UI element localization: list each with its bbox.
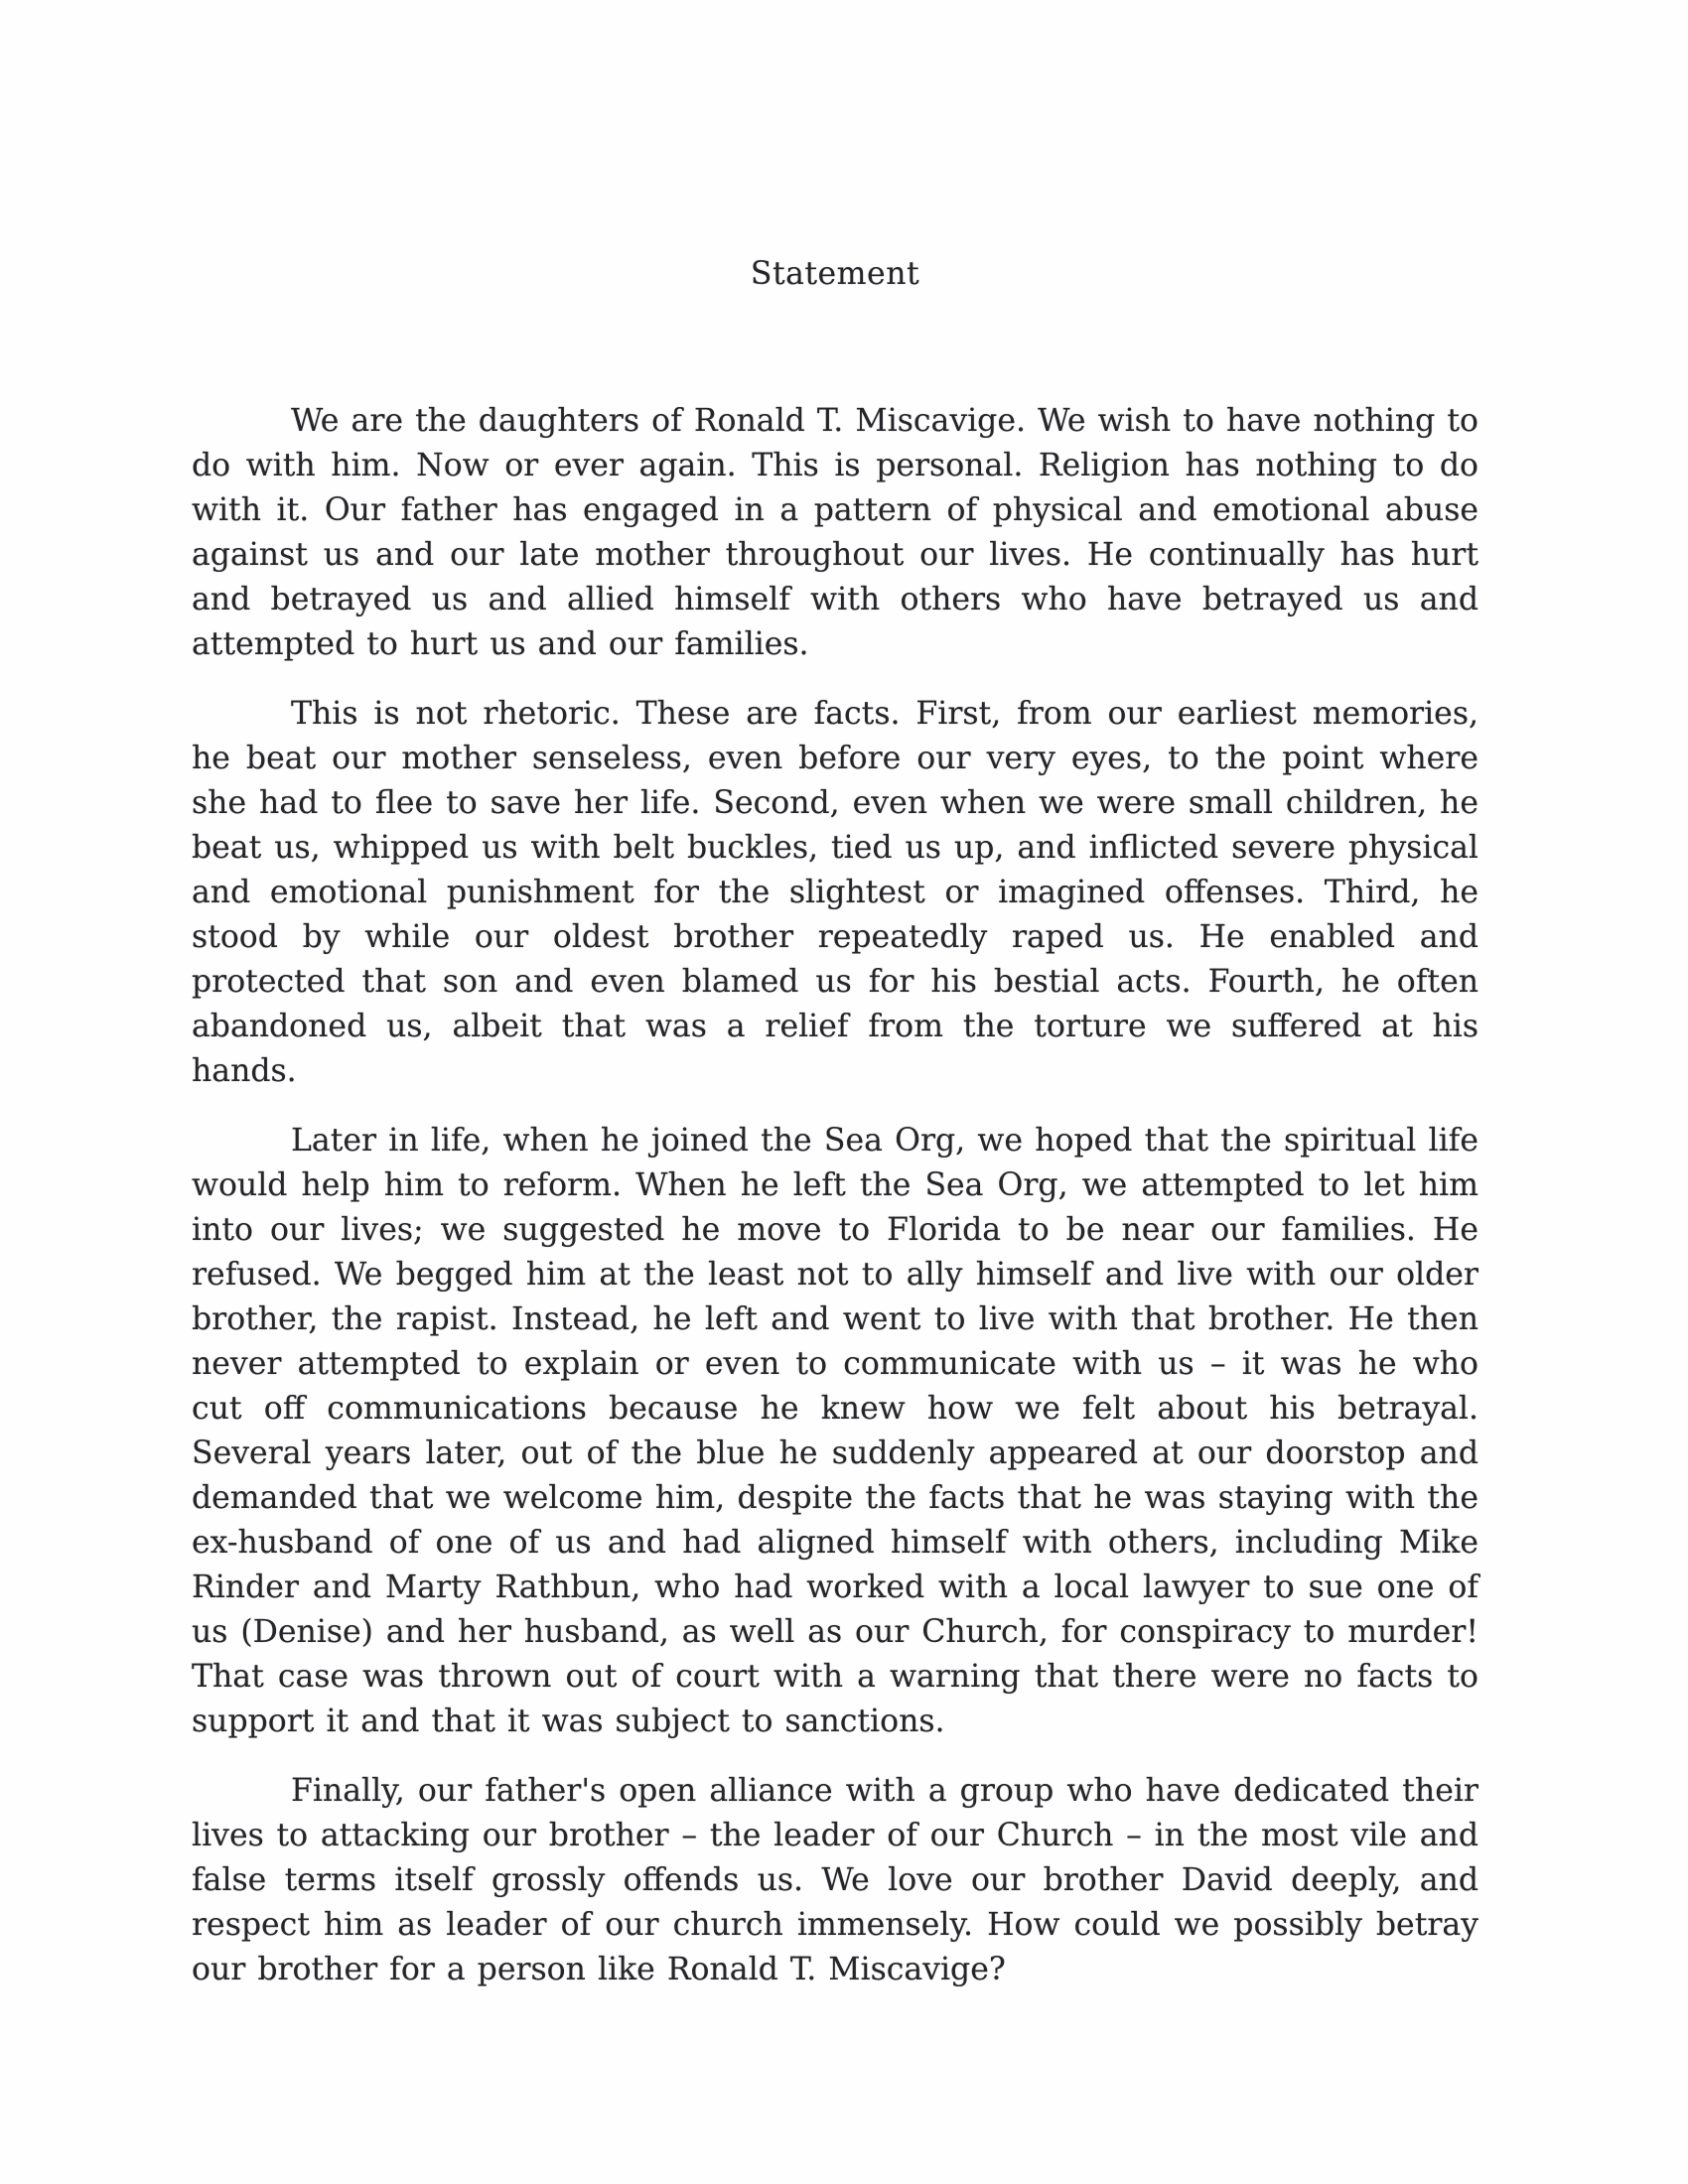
paragraph-4: Finally, our father's open alliance with a group who have dedicated their lives to attacking our brother – the leader of our Church – in the most vile and false terms itself grossly offends us. We love our brother David deeply, and respect him as leader of our church immensely. How could we possibly betray our brother for a person like Ronald T. Miscavige?	[192, 1773, 1478, 1987]
paragraph-1: We are the daughters of Ronald T. Miscavige. We wish to have nothing to do with him. Now or ever again. This is personal. Religion has nothing to do with it. Our father has engaged in a pattern of physical and emotional abuse against us and our late mother throughout our lives. He continually has hurt and betrayed us and allied himself with others who have betrayed us and attempted to hurt us and our families.	[192, 403, 1478, 662]
paragraph-3: Later in life, when he joined the Sea Org, we hoped that the spiritual life would help him to reform. When he left the Sea Org, we attempted to let him into our lives; we suggested he move to Florida to be near our families. He refused. We begged him at the least not to ally himself and live with our older brother, the rapist. Instead, he left and went to live with that brother. He then never attempted to explain or even to communicate with us – it was he who cut off communications because he knew how we felt about his betrayal. Several years later, out of the blue he suddenly appeared at our doorstop and demanded that we welcome him, despite the facts that he was staying with the ex-husband of one of us and had aligned himself with others, including Mike Rinder and Marty Rathbun, who had worked with a local lawyer to sue one of us (Denise) and her husband, as well as our Church, for conspiracy to murder! That case was thrown out of court with a warning that there were no facts to support it and that it was subject to sanctions.	[192, 1123, 1478, 1739]
document-title: Statement	[750, 256, 920, 292]
paragraph-2: This is not rhetoric. These are facts. First, from our earliest memories, he beat our mother senseless, even before our very eyes, to the point where she had to flee to save her life. Second, even when we were small children, he beat us, whipped us with belt buckles, tied us up, and inflicted severe physical and emotional punishment for the slightest or imagined offenses. Third, he stood by while our oldest brother repeatedly raped us. He enabled and protected that son and even blamed us for his bestial acts. Fourth, he often abandoned us, albeit that was a relief from the torture we suffered at his hands.	[192, 696, 1478, 1089]
statement-document	[192, 252, 1478, 1992]
